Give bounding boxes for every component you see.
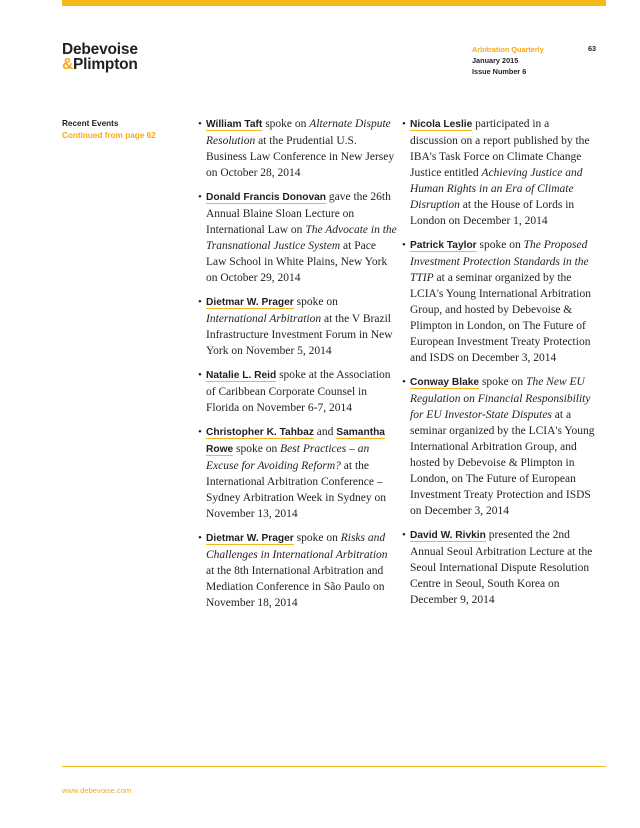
person-name-link[interactable]: Dietmar W. Prager: [206, 533, 294, 544]
issue-date: January 2015: [472, 56, 519, 65]
bullet-icon: •: [198, 532, 202, 544]
person-name-link[interactable]: Samantha Rowe: [206, 427, 385, 455]
events-column-2: [402, 116, 600, 616]
event-item: [198, 367, 398, 416]
logo-ampersand: &: [62, 56, 73, 73]
talk-title: The New EU Regulation on Financial Responsibility for EU Investor-State Disputes: [410, 376, 591, 421]
event-text: spoke on: [479, 376, 527, 388]
section-title: Recent Events: [62, 119, 119, 128]
firm-logo[interactable]: [62, 42, 138, 72]
event-text: presented the 2nd Annual Seoul Arbitration Lecture at the Seoul International Dispute Resolution Centre in Seoul, South Korea on December 9, 2014: [410, 529, 593, 606]
bullet-icon: •: [402, 118, 406, 130]
event-item: [402, 116, 600, 229]
bullet-icon: •: [402, 529, 406, 541]
talk-title: Alternate Dispute Resolution: [206, 118, 391, 147]
issue-number: Issue Number 6: [472, 67, 527, 76]
event-text: and: [313, 426, 337, 438]
masthead: [472, 44, 544, 77]
logo-line-2: Plimpton: [73, 56, 138, 73]
event-item: [402, 527, 600, 608]
event-text: at Pace Law School in White Plains, New York on October 29, 2014: [206, 240, 388, 284]
event-text: gave the 26th Annual Blaine Sloan Lecture on International Law on: [206, 191, 391, 236]
footer-website-link[interactable]: www.debevoise.com: [62, 786, 132, 795]
event-text: at the Prudential U.S. Business Law Conference in New Jersey on October 28, 2014: [206, 135, 395, 179]
talk-title: The Proposed Investment Protection Standards in the TTIP: [410, 239, 589, 284]
person-name-link[interactable]: Donald Francis Donovan: [206, 192, 327, 203]
person-name-link[interactable]: David W. Rivkin: [410, 530, 486, 541]
event-text: spoke on: [293, 532, 341, 544]
event-text: spoke on: [293, 296, 338, 308]
talk-title: Achieving Justice and Human Rights in an Era of Climate Disruption: [410, 167, 583, 211]
person-name-link[interactable]: Patrick Taylor: [410, 240, 477, 251]
event-text: at the House of Lords in London on December 1, 2014: [410, 199, 575, 227]
section-heading: [62, 118, 156, 142]
event-item: [198, 424, 398, 522]
person-name-link[interactable]: William Taft: [206, 119, 263, 130]
bullet-icon: •: [198, 426, 202, 438]
continued-note[interactable]: Continued from page 62: [62, 131, 156, 140]
top-accent-bar: [62, 0, 606, 6]
event-item: [198, 530, 398, 611]
person-name-link[interactable]: Dietmar W. Prager: [206, 297, 294, 308]
bullet-icon: •: [198, 191, 202, 203]
event-text: at the 8th International Arbitration and Mediation Conference in São Paulo on November 18, 2014: [206, 565, 385, 609]
events-column-1: [198, 116, 398, 619]
event-text: spoke on: [476, 239, 524, 251]
footer-rule: [62, 766, 606, 767]
event-text: at a seminar organized by the LCIA's Young International Arbitration Group, and hosted by Debevoise & Plimpton in London, on The Future of European Investment Treaty Protection and ISDS on December 3, 2014: [410, 272, 591, 364]
event-text: at the V Brazil Infrastructure Investment Forum in New York on November 5, 2014: [206, 313, 393, 357]
person-name-link[interactable]: Natalie L. Reid: [206, 370, 277, 381]
talk-title: Risks and Challenges in International Arbitration: [206, 532, 388, 561]
bullet-icon: •: [198, 118, 202, 130]
event-text: at a seminar organized by the LCIA's Young International Arbitration Group, and hosted by Debevoise & Plimpton in London, on The Future of European Investment Treaty Protection and ISDS on December 3, 2014: [410, 409, 595, 517]
bullet-icon: •: [402, 376, 406, 388]
event-item: [198, 189, 398, 286]
event-text: spoke on: [262, 118, 310, 130]
event-item: [402, 374, 600, 519]
event-item: [198, 116, 398, 181]
talk-title: Best Practices – an Excuse for Avoiding Reform?: [206, 443, 370, 472]
event-text: spoke on: [233, 443, 281, 455]
bullet-icon: •: [198, 296, 202, 308]
talk-title: The Advocate in the Transnational Justice System: [206, 224, 397, 252]
publication-title: Arbitration Quarterly: [472, 45, 544, 54]
person-name-link[interactable]: Christopher K. Tahbaz: [206, 427, 314, 438]
page-number: 63: [588, 44, 597, 53]
event-text: spoke at the Association of Caribbean Corporate Counsel in Florida on November 6-7, 2014: [206, 369, 391, 414]
bullet-icon: •: [402, 239, 406, 251]
event-item: [198, 294, 398, 359]
bullet-icon: •: [198, 369, 202, 381]
logo-line-1: Debevoise: [62, 41, 138, 58]
person-name-link[interactable]: Nicola Leslie: [410, 119, 473, 130]
event-text: participated in a discussion on a report published by the IBA's Task Force on Climate Change Justice entitled: [410, 118, 590, 179]
event-text: at the International Arbitration Conference – Sydney Arbitration Week in Sydney on November 13, 2014: [206, 460, 386, 520]
person-name-link[interactable]: Conway Blake: [410, 377, 480, 388]
talk-title: International Arbitration: [206, 313, 322, 325]
event-item: [402, 237, 600, 366]
